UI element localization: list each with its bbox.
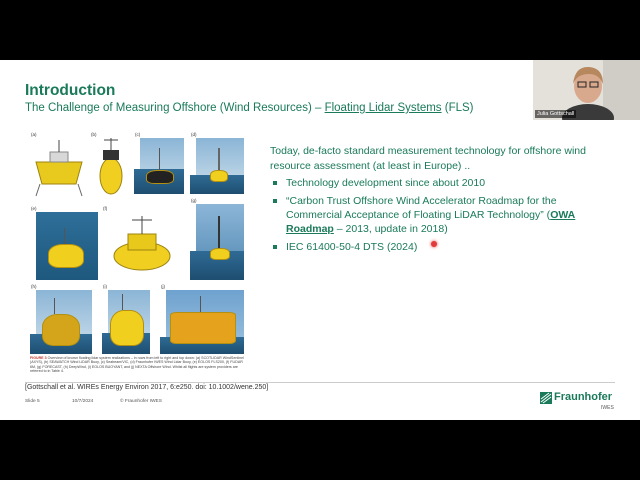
figure-cell-b bbox=[90, 132, 132, 202]
figure-caption-label: FIGURE 3 bbox=[30, 356, 47, 360]
logo-sub: IWES bbox=[601, 405, 614, 411]
fls-figure-grid bbox=[30, 132, 250, 354]
participant-name: Julia Gottschall bbox=[537, 111, 575, 117]
subtitle-prefix: The Challenge of Measuring Offshore (Wind Resources) – bbox=[25, 102, 325, 114]
reference-citation: [Gottschall et al. WIREs Energy Environ 2017, 6:e250. doi: 10.1002/wene.250] bbox=[25, 384, 269, 391]
figure-label: (h) bbox=[31, 284, 37, 289]
copyright-text: © Fraunhofer IWES bbox=[120, 399, 162, 404]
bullet-item: “Carbon Trust Offshore Wind Accelerator Roadmap for the Commercial Acceptance of Floating LiDAR Technology” (OWA Roadmap – 2013, update in 2018) bbox=[270, 194, 600, 236]
figure-label: (b) bbox=[91, 132, 97, 137]
figure-cell-j bbox=[160, 284, 244, 354]
footer-divider bbox=[25, 382, 615, 383]
participant-video[interactable] bbox=[533, 60, 640, 120]
buoy-illustration bbox=[90, 132, 132, 202]
figure-caption-text: Overview of known floating lidar system realizations – in rows from left to right and top down: (a) SCOTLIDAR WindSentinel (AXYS), (b) SEAWATCH Wind LiDAR Buoy, (c) Seabeam/VIC, (d) Fraunhofer IWES Wind Lidar Buoy, (e) EOLOS FLS200, (f) FLiDAR 6M, (g) FORECAST, (h) DeepWind, (i) EOLOS BUOYANT, and (j) NEXTA Offshore Wind. Whilst all flights are system providers are referred to in Table 4. bbox=[30, 356, 244, 373]
figure-label: (a) bbox=[31, 132, 37, 137]
slide-number: Slide 5 bbox=[25, 399, 40, 404]
figure-label: (e) bbox=[31, 206, 37, 211]
slide-title: Introduction bbox=[25, 82, 116, 99]
figure-cell-f bbox=[102, 206, 182, 280]
intro-text: Today, de-facto standard measurement technology for offshore wind resource assessment (at least in Europe) .. bbox=[270, 145, 586, 172]
bullet-item: IEC 61400-50-4 DTS (2024) bbox=[270, 240, 600, 254]
figure-cell-h bbox=[30, 284, 92, 354]
slide-date: 10/7/2024 bbox=[72, 399, 94, 404]
slide-subtitle bbox=[25, 102, 474, 114]
presentation-slide bbox=[0, 60, 640, 420]
figure-label: (f) bbox=[103, 206, 108, 211]
owa-roadmap-link[interactable]: OWA Roadmap bbox=[286, 209, 576, 235]
figure-label: (j) bbox=[161, 284, 165, 289]
subtitle-link[interactable]: Floating Lidar Systems bbox=[324, 102, 442, 114]
figure-cell-c bbox=[134, 132, 184, 194]
figure-label: (i) bbox=[103, 284, 107, 289]
figure-label: (d) bbox=[191, 132, 197, 137]
figure-label: (c) bbox=[135, 132, 141, 137]
figure-cell-d bbox=[190, 132, 244, 194]
buoy-illustration bbox=[30, 132, 88, 202]
buoy-illustration bbox=[102, 206, 182, 280]
figure-cell-e bbox=[30, 206, 98, 280]
subtitle-suffix: (FLS) bbox=[441, 102, 474, 114]
figure-caption bbox=[30, 356, 248, 373]
logo-name: Fraunhofer bbox=[554, 391, 613, 403]
fraunhofer-logo-icon bbox=[540, 392, 552, 404]
laser-pointer bbox=[431, 241, 437, 247]
figure-cell-g bbox=[190, 198, 244, 280]
figure-label: (g) bbox=[191, 198, 197, 203]
bullet-item: Technology development since about 2010 bbox=[270, 176, 600, 190]
figure-cell-a bbox=[30, 132, 88, 202]
figure-cell-i bbox=[102, 284, 150, 354]
